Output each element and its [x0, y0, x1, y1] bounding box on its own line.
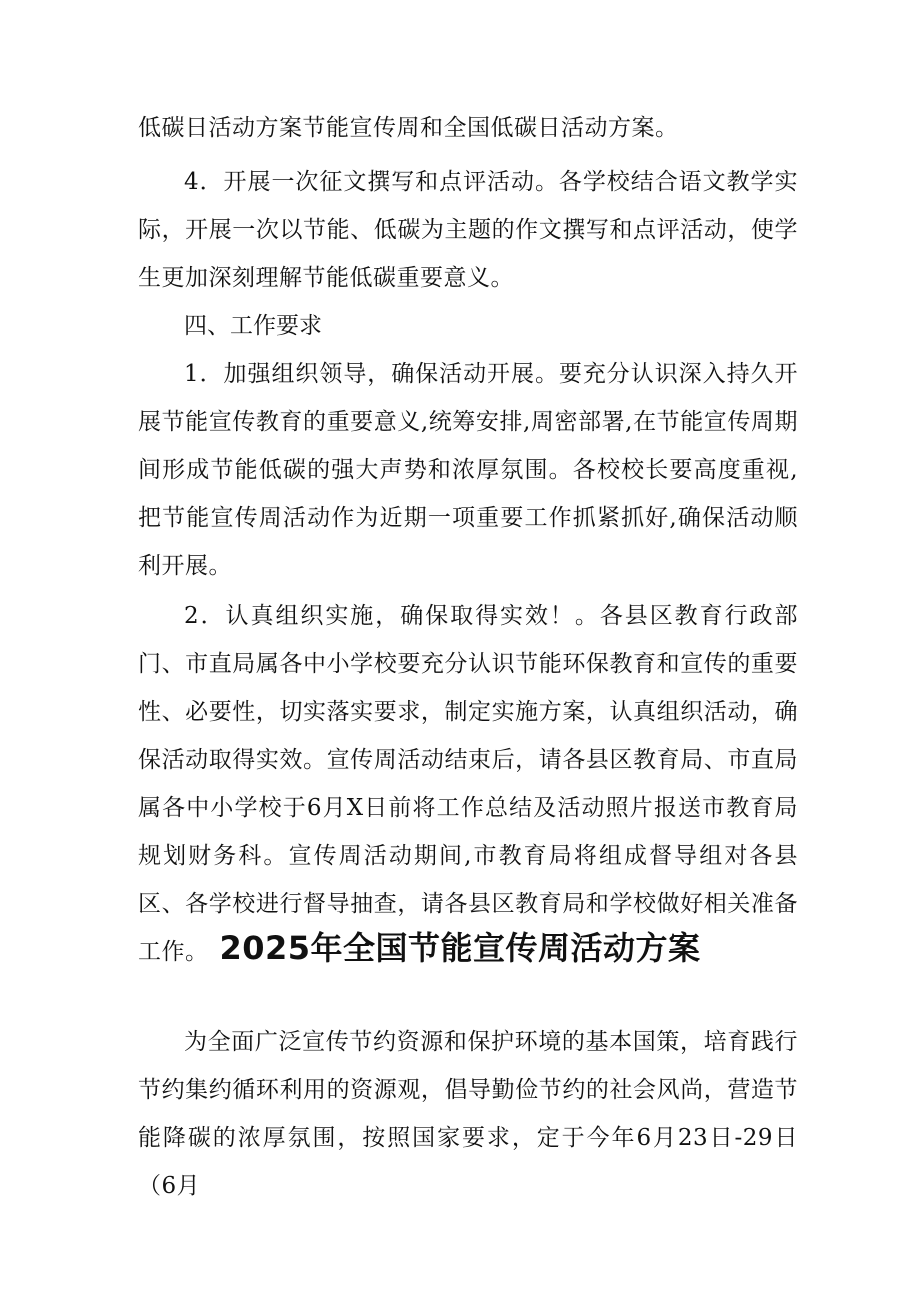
paragraph-requirement-2: 2．认真组织实施，确保取得实效！。各县区教育行政部门、市直局属各中小学校要充分认识节能环保教育和宣传的重要性、必要性，切实落实要求，制定实施方案，认真组织活动，确保活动取得实效。宣传周活动结束后，请各县区教育局、市直局属各中小学校于6月X日前将工作总结及活动照片报送市教育局规划财务科。宣传周活动期间,市教育局将组成督导组对各县区、各学校进行督导抽查，请各县区教育局和学校做好相关准备工作。: [138, 603, 798, 965]
paragraph-continuation: 低碳日活动方案节能宣传周和全国低碳日活动方案。: [138, 115, 679, 141]
paragraph-requirement-1: 1．加强组织领导，确保活动开展。要充分认识深入持久开展节能宣传教育的重要意义,统筹安排,周密部署,在节能宣传周期间形成节能低碳的强大声势和浓厚氛围。各校校长要高度重视,把节能宣传周活动作为近期一项重要工作抓紧抓好,确保活动顺利开展。: [138, 361, 798, 579]
section-heading-work-requirements: 四、工作要求: [184, 313, 322, 339]
paragraph-intro: 为全面广泛宣传节约资源和保护环境的基本国策，培育践行节约集约循环利用的资源观，倡导勤俭节约的社会风尚，营造节能降碳的浓厚氛围，按照国家要求，定于今年6月23日-29日（6月: [138, 1029, 798, 1199]
paragraph-item-4: 4．开展一次征文撰写和点评活动。各学校结合语文教学实际，开展一次以节能、低碳为主题的作文撰写和点评活动，使学生更加深刻理解节能低碳重要意义。: [138, 169, 798, 291]
document-title: 2025年全国节能宣传周活动方案: [219, 929, 701, 967]
